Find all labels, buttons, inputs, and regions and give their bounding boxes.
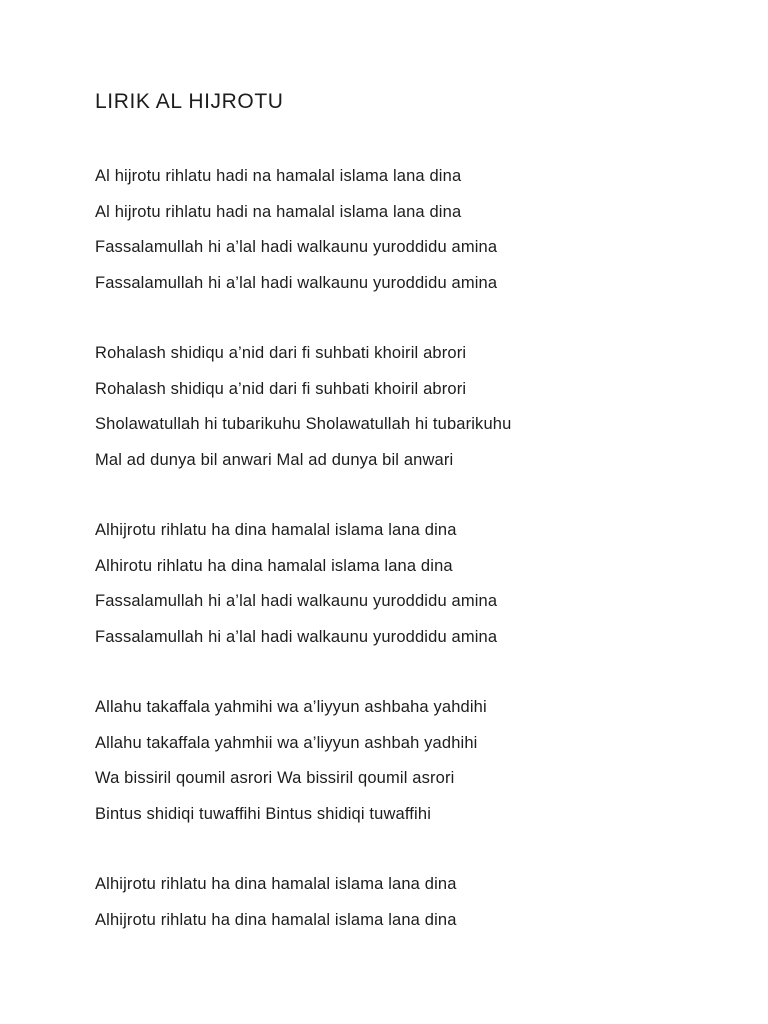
- lyric-line: Alhijrotu rihlatu ha dina hamalal islama lana dina: [95, 910, 457, 929]
- lyric-line: Fassalamullah hi a’lal hadi walkaunu yuroddidu amina: [95, 592, 498, 610]
- lyric-line: Al hijrotu rihlatu hadi na hamalal islama lana dina: [95, 167, 462, 185]
- lyric-line: Alhijrotu rihlatu ha dina hamalal islama lana dina: [95, 521, 457, 539]
- lyric-line: Fassalamullah hi a’lal hadi walkaunu yuroddidu amina: [95, 273, 498, 292]
- lyric-line: Allahu takaffala yahmihi wa a’liyyun ashbaha yahdihi: [95, 698, 487, 716]
- lyric-line: Wa bissiril qoumil asrori Wa bissiril qoumil asrori: [95, 769, 455, 787]
- stanza-4: [95, 690, 708, 832]
- stanza-2: [95, 336, 708, 478]
- stanza-1: [95, 159, 708, 301]
- lyric-line: Rohalash shidiqu a’nid dari fi suhbati khoiril abrori: [95, 379, 467, 398]
- lyric-line: Bintus shidiqi tuwaffihi Bintus shidiqi tuwaffihi: [95, 804, 432, 823]
- stanza-3: [95, 513, 708, 655]
- lyric-line: Al hijrotu rihlatu hadi na hamalal islama lana dina: [95, 202, 462, 221]
- lyric-line: Alhijrotu rihlatu ha dina hamalal islama lana dina: [95, 875, 457, 893]
- lyric-line: Allahu takaffala yahmhii wa a’liyyun ashbah yadhihi: [95, 733, 478, 752]
- lyric-line: Sholawatullah hi tubarikuhu Sholawatullah hi tubarikuhu: [95, 415, 512, 433]
- lyric-line: Fassalamullah hi a’lal hadi walkaunu yuroddidu amina: [95, 238, 498, 256]
- lyric-line: Rohalash shidiqu a’nid dari fi suhbati khoiril abrori: [95, 344, 467, 362]
- page-title: LIRIK AL HIJROTU: [95, 90, 284, 113]
- lyric-line: Mal ad dunya bil anwari Mal ad dunya bil anwari: [95, 450, 454, 469]
- lyric-line: Fassalamullah hi a’lal hadi walkaunu yuroddidu amina: [95, 627, 498, 646]
- lyric-line: Alhirotu rihlatu ha dina hamalal islama lana dina: [95, 556, 453, 575]
- stanza-5: [95, 867, 708, 938]
